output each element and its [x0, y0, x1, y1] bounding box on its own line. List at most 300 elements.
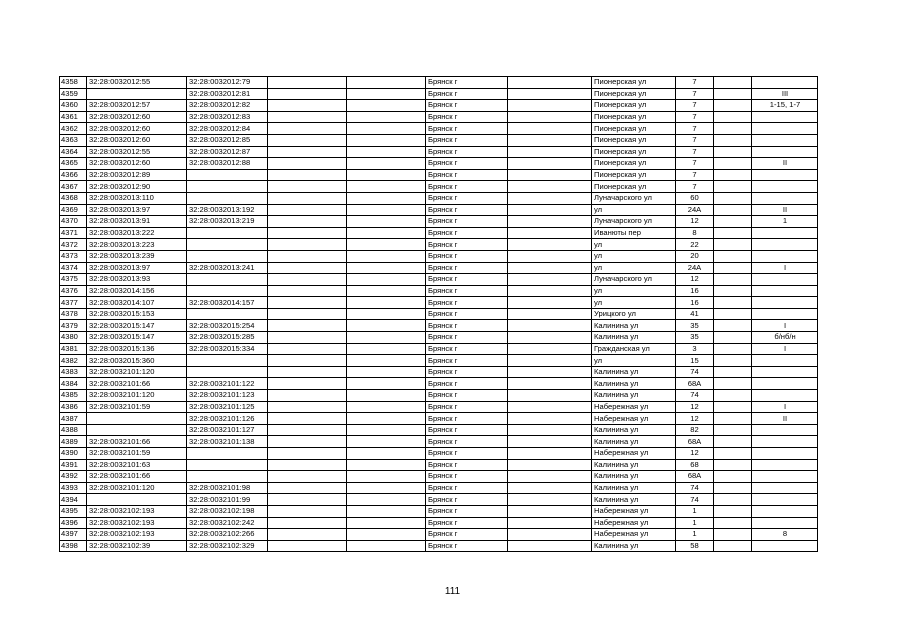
cadastral-number-cell: 32:28:0032102:193	[87, 529, 187, 541]
city-cell: Брянск г	[426, 366, 508, 378]
house-number-cell: 41	[676, 308, 714, 320]
object-number-cell: 32:28:0032015:285	[187, 332, 268, 344]
premises-cell: 8	[752, 529, 818, 541]
street-cell: Набережная ул	[592, 401, 676, 413]
premises-cell: I	[752, 262, 818, 274]
table-row	[60, 146, 818, 158]
premises-cell	[752, 459, 818, 471]
house-number-cell: 3	[676, 343, 714, 355]
city-cell: Брянск г	[426, 146, 508, 158]
object-number-cell: 32:28:0032012:79	[187, 77, 268, 89]
empty-cell	[714, 378, 752, 390]
premises-cell	[752, 540, 818, 552]
object-number-cell: 32:28:0032012:88	[187, 158, 268, 170]
row-number-cell: 4384	[60, 378, 87, 390]
empty-cell	[714, 77, 752, 89]
city-cell: Брянск г	[426, 123, 508, 135]
premises-cell	[752, 448, 818, 460]
empty-cell	[508, 494, 592, 506]
empty-cell	[268, 413, 347, 425]
cadastral-number-cell: 32:28:0032013:223	[87, 239, 187, 251]
house-number-cell: 74	[676, 366, 714, 378]
empty-cell	[347, 262, 426, 274]
row-number-cell: 4395	[60, 505, 87, 517]
empty-cell	[268, 169, 347, 181]
city-cell: Брянск г	[426, 88, 508, 100]
city-cell: Брянск г	[426, 494, 508, 506]
empty-cell	[508, 413, 592, 425]
empty-cell	[347, 355, 426, 367]
city-cell: Брянск г	[426, 216, 508, 228]
empty-cell	[714, 123, 752, 135]
empty-cell	[714, 169, 752, 181]
house-number-cell: 68	[676, 459, 714, 471]
table-row	[60, 529, 818, 541]
street-cell: Луначарского ул	[592, 192, 676, 204]
table-row	[60, 494, 818, 506]
street-cell: Пионерская ул	[592, 77, 676, 89]
empty-cell	[347, 471, 426, 483]
city-cell: Брянск г	[426, 308, 508, 320]
street-cell: ул	[592, 204, 676, 216]
empty-cell	[347, 390, 426, 402]
empty-cell	[714, 494, 752, 506]
empty-cell	[347, 204, 426, 216]
empty-cell	[268, 448, 347, 460]
cadastral-number-cell: 32:28:0032101:120	[87, 482, 187, 494]
cadastral-number-cell: 32:28:0032101:120	[87, 366, 187, 378]
empty-cell	[347, 111, 426, 123]
empty-cell	[714, 239, 752, 251]
row-number-cell: 4372	[60, 239, 87, 251]
table-row	[60, 100, 818, 112]
row-number-cell: 4390	[60, 448, 87, 460]
city-cell: Брянск г	[426, 459, 508, 471]
table-row	[60, 390, 818, 402]
street-cell: ул	[592, 285, 676, 297]
table-row	[60, 192, 818, 204]
table-row	[60, 540, 818, 552]
house-number-cell: 7	[676, 88, 714, 100]
cadastral-number-cell	[87, 424, 187, 436]
table-row	[60, 308, 818, 320]
cadastral-number-cell: 32:28:0032012:60	[87, 134, 187, 146]
empty-cell	[347, 181, 426, 193]
empty-cell	[508, 239, 592, 251]
premises-cell: II	[752, 413, 818, 425]
house-number-cell: 12	[676, 401, 714, 413]
house-number-cell: 60	[676, 192, 714, 204]
empty-cell	[714, 436, 752, 448]
empty-cell	[714, 529, 752, 541]
street-cell: Калинина ул	[592, 471, 676, 483]
empty-cell	[347, 274, 426, 286]
table-row	[60, 227, 818, 239]
row-number-cell: 4374	[60, 262, 87, 274]
premises-cell: II	[752, 204, 818, 216]
table-row	[60, 169, 818, 181]
row-number-cell: 4367	[60, 181, 87, 193]
table-row	[60, 505, 818, 517]
house-number-cell: 7	[676, 77, 714, 89]
empty-cell	[508, 88, 592, 100]
premises-cell	[752, 355, 818, 367]
empty-cell	[268, 88, 347, 100]
street-cell: Набережная ул	[592, 448, 676, 460]
row-number-cell: 4366	[60, 169, 87, 181]
city-cell: Брянск г	[426, 320, 508, 332]
table-row	[60, 482, 818, 494]
empty-cell	[714, 158, 752, 170]
registry-body	[60, 77, 818, 552]
empty-cell	[508, 192, 592, 204]
empty-cell	[714, 366, 752, 378]
object-number-cell	[187, 250, 268, 262]
empty-cell	[714, 285, 752, 297]
empty-cell	[508, 123, 592, 135]
cadastral-number-cell: 32:28:0032013:91	[87, 216, 187, 228]
city-cell: Брянск г	[426, 111, 508, 123]
cadastral-number-cell: 32:28:0032015:147	[87, 332, 187, 344]
street-cell: Набережная ул	[592, 413, 676, 425]
city-cell: Брянск г	[426, 297, 508, 309]
object-number-cell: 32:28:0032101:127	[187, 424, 268, 436]
empty-cell	[268, 250, 347, 262]
empty-cell	[347, 401, 426, 413]
empty-cell	[508, 77, 592, 89]
empty-cell	[268, 482, 347, 494]
empty-cell	[508, 366, 592, 378]
street-cell: Калинина ул	[592, 332, 676, 344]
object-number-cell: 32:28:0032102:266	[187, 529, 268, 541]
object-number-cell: 32:28:0032013:241	[187, 262, 268, 274]
house-number-cell: 1	[676, 529, 714, 541]
table-row	[60, 77, 818, 89]
empty-cell	[508, 332, 592, 344]
empty-cell	[268, 471, 347, 483]
house-number-cell: 68А	[676, 471, 714, 483]
row-number-cell: 4389	[60, 436, 87, 448]
empty-cell	[714, 274, 752, 286]
row-number-cell: 4383	[60, 366, 87, 378]
row-number-cell: 4375	[60, 274, 87, 286]
cadastral-number-cell: 32:28:0032015:360	[87, 355, 187, 367]
table-row	[60, 378, 818, 390]
empty-cell	[347, 413, 426, 425]
premises-cell	[752, 77, 818, 89]
empty-cell	[268, 77, 347, 89]
empty-cell	[268, 158, 347, 170]
row-number-cell: 4360	[60, 100, 87, 112]
table-row	[60, 366, 818, 378]
street-cell: Луначарского ул	[592, 216, 676, 228]
house-number-cell: 22	[676, 239, 714, 251]
empty-cell	[508, 378, 592, 390]
premises-cell	[752, 239, 818, 251]
street-cell: Калинина ул	[592, 378, 676, 390]
city-cell: Брянск г	[426, 378, 508, 390]
object-number-cell	[187, 285, 268, 297]
empty-cell	[347, 436, 426, 448]
house-number-cell: 7	[676, 111, 714, 123]
row-number-cell: 4376	[60, 285, 87, 297]
object-number-cell	[187, 227, 268, 239]
empty-cell	[714, 100, 752, 112]
empty-cell	[268, 297, 347, 309]
empty-cell	[508, 529, 592, 541]
table-row	[60, 401, 818, 413]
row-number-cell: 4397	[60, 529, 87, 541]
empty-cell	[714, 181, 752, 193]
cadastral-number-cell: 32:28:0032101:66	[87, 436, 187, 448]
empty-cell	[347, 216, 426, 228]
empty-cell	[268, 390, 347, 402]
street-cell: Пионерская ул	[592, 158, 676, 170]
table-row	[60, 239, 818, 251]
city-cell: Брянск г	[426, 227, 508, 239]
empty-cell	[268, 100, 347, 112]
house-number-cell: 35	[676, 320, 714, 332]
table-row	[60, 448, 818, 460]
premises-cell	[752, 494, 818, 506]
street-cell: Набережная ул	[592, 529, 676, 541]
empty-cell	[268, 320, 347, 332]
table-row	[60, 123, 818, 135]
cadastral-number-cell: 32:28:0032102:193	[87, 505, 187, 517]
table-row	[60, 285, 818, 297]
table-row	[60, 424, 818, 436]
street-cell: Калинина ул	[592, 390, 676, 402]
empty-cell	[347, 169, 426, 181]
cadastral-number-cell: 32:28:0032101:63	[87, 459, 187, 471]
empty-cell	[347, 239, 426, 251]
cadastral-number-cell: 32:28:0032013:93	[87, 274, 187, 286]
row-number-cell: 4359	[60, 88, 87, 100]
empty-cell	[508, 390, 592, 402]
empty-cell	[714, 390, 752, 402]
cadastral-number-cell	[87, 88, 187, 100]
empty-cell	[268, 262, 347, 274]
city-cell: Брянск г	[426, 204, 508, 216]
city-cell: Брянск г	[426, 413, 508, 425]
table-row	[60, 355, 818, 367]
empty-cell	[714, 482, 752, 494]
object-number-cell	[187, 355, 268, 367]
empty-cell	[268, 424, 347, 436]
empty-cell	[347, 123, 426, 135]
object-number-cell: 32:28:0032014:157	[187, 297, 268, 309]
row-number-cell: 4388	[60, 424, 87, 436]
city-cell: Брянск г	[426, 517, 508, 529]
object-number-cell: 32:28:0032101:123	[187, 390, 268, 402]
house-number-cell: 7	[676, 146, 714, 158]
object-number-cell: 32:28:0032013:219	[187, 216, 268, 228]
house-number-cell: 24А	[676, 204, 714, 216]
object-number-cell	[187, 459, 268, 471]
empty-cell	[508, 355, 592, 367]
cadastral-number-cell: 32:28:0032012:89	[87, 169, 187, 181]
cadastral-number-cell: 32:28:0032015:153	[87, 308, 187, 320]
empty-cell	[347, 285, 426, 297]
row-number-cell: 4371	[60, 227, 87, 239]
premises-cell	[752, 274, 818, 286]
premises-cell	[752, 250, 818, 262]
empty-cell	[268, 378, 347, 390]
street-cell: Калинина ул	[592, 320, 676, 332]
empty-cell	[714, 448, 752, 460]
city-cell: Брянск г	[426, 192, 508, 204]
empty-cell	[714, 401, 752, 413]
empty-cell	[508, 227, 592, 239]
row-number-cell: 4368	[60, 192, 87, 204]
city-cell: Брянск г	[426, 343, 508, 355]
empty-cell	[508, 181, 592, 193]
empty-cell	[508, 158, 592, 170]
empty-cell	[508, 401, 592, 413]
row-number-cell: 4391	[60, 459, 87, 471]
cadastral-number-cell: 32:28:0032012:55	[87, 146, 187, 158]
house-number-cell: 7	[676, 134, 714, 146]
empty-cell	[347, 227, 426, 239]
empty-cell	[268, 332, 347, 344]
city-cell: Брянск г	[426, 390, 508, 402]
house-number-cell: 82	[676, 424, 714, 436]
row-number-cell: 4362	[60, 123, 87, 135]
premises-cell	[752, 308, 818, 320]
empty-cell	[714, 216, 752, 228]
empty-cell	[268, 494, 347, 506]
object-number-cell: 32:28:0032013:192	[187, 204, 268, 216]
city-cell: Брянск г	[426, 529, 508, 541]
empty-cell	[508, 262, 592, 274]
empty-cell	[268, 401, 347, 413]
house-number-cell: 16	[676, 297, 714, 309]
object-number-cell: 32:28:0032012:83	[187, 111, 268, 123]
empty-cell	[347, 320, 426, 332]
empty-cell	[268, 146, 347, 158]
cadastral-number-cell: 32:28:0032013:97	[87, 204, 187, 216]
empty-cell	[714, 517, 752, 529]
empty-cell	[714, 505, 752, 517]
premises-cell: I	[752, 401, 818, 413]
table-row	[60, 250, 818, 262]
city-cell: Брянск г	[426, 77, 508, 89]
table-row	[60, 158, 818, 170]
row-number-cell: 4369	[60, 204, 87, 216]
row-number-cell: 4382	[60, 355, 87, 367]
city-cell: Брянск г	[426, 355, 508, 367]
empty-cell	[268, 366, 347, 378]
empty-cell	[508, 216, 592, 228]
empty-cell	[347, 77, 426, 89]
premises-cell: б/нб/н	[752, 332, 818, 344]
street-cell: Калинина ул	[592, 482, 676, 494]
empty-cell	[347, 517, 426, 529]
city-cell: Брянск г	[426, 540, 508, 552]
empty-cell	[347, 540, 426, 552]
row-number-cell: 4381	[60, 343, 87, 355]
object-number-cell: 32:28:0032101:125	[187, 401, 268, 413]
object-number-cell	[187, 239, 268, 251]
house-number-cell: 7	[676, 158, 714, 170]
object-number-cell	[187, 181, 268, 193]
house-number-cell: 1	[676, 505, 714, 517]
object-number-cell: 32:28:0032102:198	[187, 505, 268, 517]
empty-cell	[268, 123, 347, 135]
table-row	[60, 134, 818, 146]
empty-cell	[714, 250, 752, 262]
cadastral-number-cell: 32:28:0032101:66	[87, 471, 187, 483]
table-row	[60, 181, 818, 193]
premises-cell	[752, 297, 818, 309]
premises-cell	[752, 471, 818, 483]
empty-cell	[508, 540, 592, 552]
empty-cell	[268, 181, 347, 193]
premises-cell	[752, 169, 818, 181]
empty-cell	[268, 529, 347, 541]
city-cell: Брянск г	[426, 100, 508, 112]
object-number-cell: 32:28:0032102:329	[187, 540, 268, 552]
city-cell: Брянск г	[426, 158, 508, 170]
house-number-cell: 8	[676, 227, 714, 239]
city-cell: Брянск г	[426, 424, 508, 436]
street-cell: Гражданская ул	[592, 343, 676, 355]
object-number-cell: 32:28:0032102:242	[187, 517, 268, 529]
house-number-cell: 12	[676, 413, 714, 425]
empty-cell	[268, 134, 347, 146]
cadastral-number-cell: 32:28:0032013:239	[87, 250, 187, 262]
row-number-cell: 4370	[60, 216, 87, 228]
object-number-cell: 32:28:0032012:85	[187, 134, 268, 146]
registry-table	[59, 76, 818, 552]
empty-cell	[714, 308, 752, 320]
empty-cell	[714, 320, 752, 332]
cadastral-number-cell: 32:28:0032014:107	[87, 297, 187, 309]
row-number-cell: 4396	[60, 517, 87, 529]
empty-cell	[268, 204, 347, 216]
row-number-cell: 4358	[60, 77, 87, 89]
empty-cell	[508, 100, 592, 112]
empty-cell	[268, 308, 347, 320]
object-number-cell: 32:28:0032012:82	[187, 100, 268, 112]
empty-cell	[268, 227, 347, 239]
empty-cell	[268, 517, 347, 529]
cadastral-number-cell: 32:28:0032012:60	[87, 111, 187, 123]
cadastral-number-cell: 32:28:0032101:120	[87, 390, 187, 402]
row-number-cell: 4364	[60, 146, 87, 158]
street-cell: Пионерская ул	[592, 100, 676, 112]
empty-cell	[347, 482, 426, 494]
house-number-cell: 7	[676, 100, 714, 112]
row-number-cell: 4363	[60, 134, 87, 146]
street-cell: Калинина ул	[592, 494, 676, 506]
empty-cell	[508, 274, 592, 286]
street-cell: Луначарского ул	[592, 274, 676, 286]
cadastral-number-cell: 32:28:0032012:60	[87, 123, 187, 135]
page-number: 111	[444, 586, 461, 597]
premises-cell	[752, 424, 818, 436]
street-cell: Калинина ул	[592, 540, 676, 552]
house-number-cell: 24А	[676, 262, 714, 274]
empty-cell	[508, 204, 592, 216]
empty-cell	[714, 297, 752, 309]
empty-cell	[714, 540, 752, 552]
object-number-cell	[187, 192, 268, 204]
row-number-cell: 4377	[60, 297, 87, 309]
city-cell: Брянск г	[426, 401, 508, 413]
street-cell: ул	[592, 355, 676, 367]
table-row	[60, 517, 818, 529]
